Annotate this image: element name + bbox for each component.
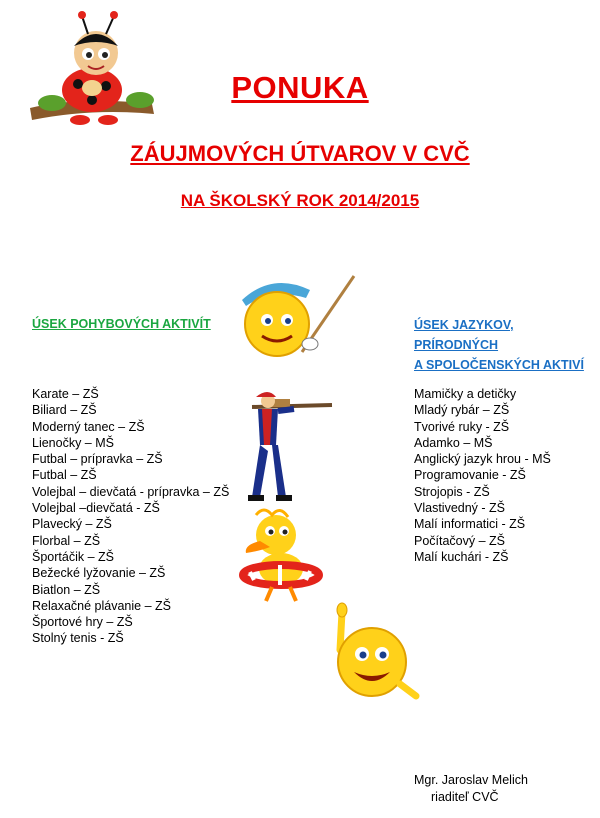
signature-name: Mgr. Jaroslav Melich (414, 773, 528, 787)
right-heading-line: A SPOLOČENSKÝCH AKTIVÍ (414, 358, 584, 372)
list-item: Biliard – ZŠ (32, 403, 97, 418)
list-item: Lienočky – MŠ (32, 435, 114, 450)
list-item: Mamičky a detičky (414, 387, 517, 401)
page-subtitle: ZÁUJMOVÝCH ÚTVAROV V CVČ (130, 141, 470, 166)
signature-role: riaditeľ CVČ (431, 790, 499, 804)
list-item: Počítačový – ZŠ (414, 533, 506, 548)
list-item: Florbal – ZŠ (32, 533, 101, 548)
list-item: Mladý rybár – ZŠ (414, 403, 510, 418)
list-item: Anglický jazyk hrou - MŠ (414, 452, 551, 467)
duck-with-swim-ring-icon (236, 505, 326, 605)
left-section-heading: ÚSEK POHYBOVÝCH AKTIVÍT (32, 317, 211, 331)
list-item: Vlastivedný - ZŠ (414, 501, 506, 516)
list-item: Plavecký – ZŠ (32, 517, 112, 532)
right-section-heading (414, 315, 584, 375)
list-item: Moderný tanec – ZŠ (32, 419, 145, 434)
list-item: Malí kuchári - ZŠ (414, 549, 509, 564)
right-heading-line: ÚSEK JAZYKOV, (414, 318, 514, 332)
list-item: Relaxačné plávanie – ZŠ (32, 598, 171, 613)
list-item: Volejbal –dievčatá - ZŠ (32, 501, 160, 516)
list-item: Volejbal – dievčatá - prípravka – ZŠ (32, 484, 230, 499)
right-heading-line: PRÍRODNÝCH (414, 338, 499, 352)
smiley-pointing-icon (312, 600, 422, 710)
list-item: Strojopis - ZŠ (414, 484, 490, 499)
list-item: Športáčik – ZŠ (32, 549, 114, 564)
list-item: Bežecké lyžovanie – ZŠ (32, 566, 166, 581)
list-item: Malí informatici - ZŠ (414, 517, 526, 532)
list-item: Biatlon – ZŠ (32, 582, 101, 597)
smiley-fisherman-icon (232, 272, 362, 372)
list-item: Športové hry – ZŠ (32, 615, 133, 630)
list-item: Futbal – prípravka – ZŠ (32, 452, 163, 467)
signature-block (414, 772, 528, 806)
list-item: Adamko – MŠ (414, 435, 493, 450)
page-title: PONUKA (231, 70, 369, 105)
list-item: Futbal – ZŠ (32, 468, 97, 483)
list-item: Karate – ZŠ (32, 387, 99, 401)
list-item: Stolný tenis - ZŠ (32, 631, 124, 646)
left-activity-list (32, 386, 229, 647)
list-item: Tvorivé ruky - ZŠ (414, 419, 510, 434)
biathlete-icon (232, 385, 342, 505)
school-year: NA ŠKOLSKÝ ROK 2014/2015 (180, 191, 420, 210)
list-item: Programovanie - ZŠ (414, 468, 526, 483)
right-activity-list (414, 386, 551, 565)
